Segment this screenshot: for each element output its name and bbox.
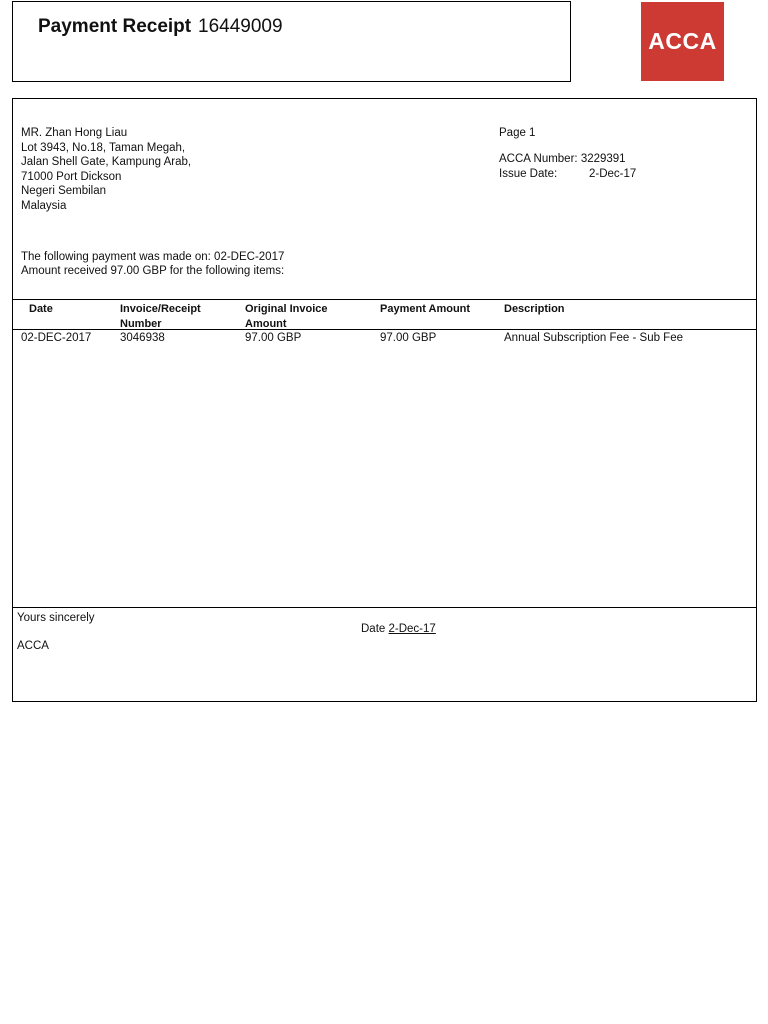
acca-logo: ACCA [641,2,724,81]
acca-number [499,152,626,167]
column-header-invoice [120,302,201,331]
recipient-address [21,126,191,214]
address-line: 71000 Port Dickson [21,170,122,183]
signatory: ACCA [17,640,49,652]
closing-text: Yours sincerely [17,612,95,624]
issue-date-label: Issue Date: [499,168,558,180]
column-header-original-line1: Original Invoice [245,303,328,315]
amount-received-text: Amount received 97.00 GBP for the following items: [21,265,285,277]
column-header-invoice-line2: Number [120,317,162,330]
column-header-original-amount [245,302,328,331]
cell-payment-amount: 97.00 GBP [380,332,437,344]
page-number: Page 1 [499,127,536,139]
column-header-original-line2: Amount [245,317,287,330]
address-line: MR. Zhan Hong Liau [21,127,128,139]
title-box [12,1,571,82]
cell-date: 02-DEC-2017 [21,332,92,344]
footer-date [361,622,436,637]
acca-number-value: 3229391 [580,153,626,165]
footer-date-value: 2-Dec-17 [388,623,436,635]
address-line: Negeri Sembilan [21,185,107,198]
cell-invoice-number: 3046938 [120,332,165,344]
issue-date [499,167,637,182]
table-top-divider [13,299,756,300]
payment-made-text: The following payment was made on: 02-DEC-2017 [21,251,285,263]
cell-original-amount: 97.00 GBP [245,332,302,344]
address-line: Lot 3943, No.18, Taman Megah, [21,141,186,154]
table-header-divider [13,329,756,330]
column-header-date: Date [29,303,53,315]
acca-number-label: ACCA Number: [499,153,578,165]
address-line: Jalan Shell Gate, Kampung Arab, [21,156,192,169]
page-title: Payment Receipt [38,16,192,37]
issue-date-value: 2-Dec-17 [589,168,637,180]
address-line: Malaysia [21,199,67,212]
cell-description: Annual Subscription Fee - Sub Fee [504,332,683,344]
footer-date-label: Date [361,623,386,635]
column-header-payment-amount: Payment Amount [380,303,471,315]
column-header-invoice-line1: Invoice/Receipt [120,303,201,315]
column-header-description: Description [504,303,565,315]
receipt-body [12,98,757,702]
footer-divider [13,607,756,608]
receipt-number: 16449009 [198,16,283,37]
